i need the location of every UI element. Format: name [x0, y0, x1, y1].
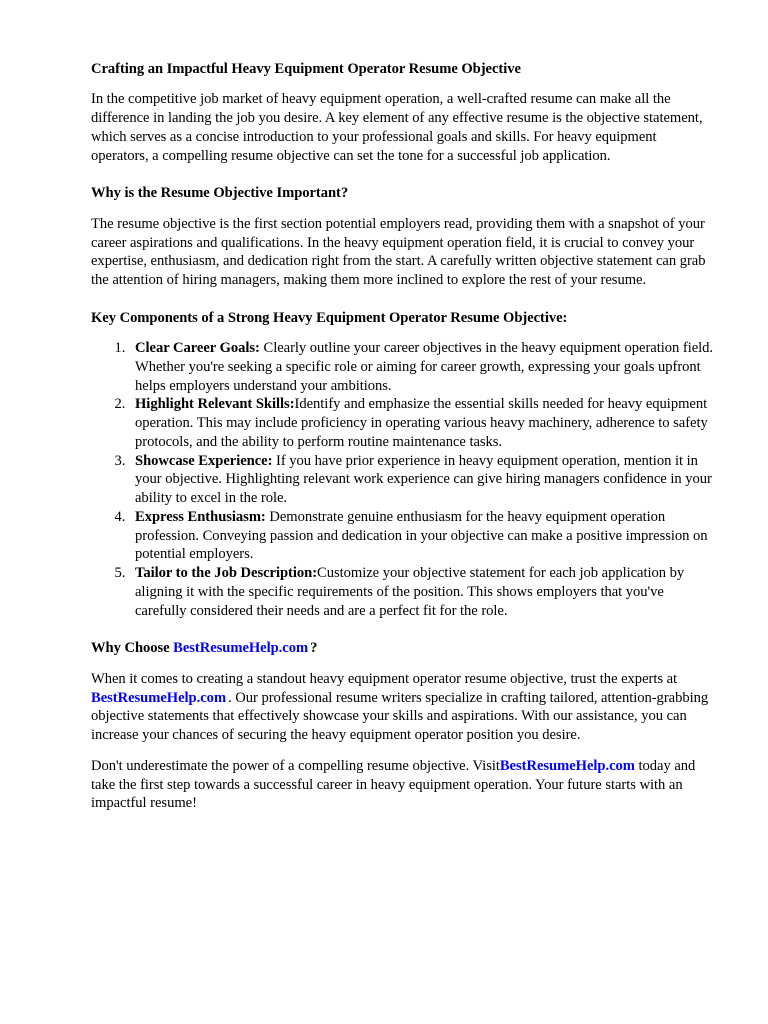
list-item-lead: Showcase Experience:: [135, 452, 273, 469]
list-item: [129, 395, 717, 451]
heading-why-choose: [91, 639, 717, 657]
heading-why-choose-prefix: Why Choose: [91, 640, 174, 657]
heading-why-choose-suffix: ?: [310, 640, 318, 657]
list-item-body: Customize your objective statement for each job application by aligning it with the specific requirements of the position. This shows employers that you've carefully considered their needs and are a perfect fit for the role.: [135, 565, 685, 619]
list-item-lead: Highlight Relevant Skills:: [135, 396, 295, 413]
paragraph-why-choose: [91, 670, 717, 745]
closing-paragraph: [91, 757, 717, 813]
document-content: [91, 60, 717, 813]
list-item: [129, 564, 717, 620]
brand-link-closing[interactable]: BestResumeHelp.com: [499, 757, 635, 774]
page-title: Crafting an Impactful Heavy Equipment Operator Resume Objective: [91, 61, 521, 77]
list-item: [129, 339, 717, 395]
brand-link-body[interactable]: BestResumeHelp.com: [91, 689, 227, 706]
heading-key-components: Key Components of a Strong Heavy Equipment Operator Resume Objective:: [91, 309, 568, 326]
list-item-body: Demonstrate genuine enthusiasm for the heavy equipment operation profession. Conveying passion and dedication in your objective can make a positive impression on potential employers.: [135, 508, 708, 563]
paragraph-why-choose-part2: . Our professional resume writers specialize in crafting tailored, attention-grabbing objective statements that effectively showcase your skills and aspirations. With our assistance, you can increase your chances of securing the heavy equipment operator position you desire.: [91, 689, 709, 743]
list-item-lead: Tailor to the Job Description:: [135, 565, 318, 582]
list-item: [129, 452, 717, 508]
closing-paragraph-part1: Don't underestimate the power of a compelling resume objective. Visit: [91, 757, 500, 774]
list-item-body: Identify and emphasize the essential skills needed for heavy equipment operation. This may include proficiency in operating various heavy machinery, adherence to safety protocols, and the ability to perform routine maintenance tasks.: [135, 396, 708, 450]
paragraph-why-choose-part1: When it comes to creating a standout heavy equipment operator resume objective, trust the experts at: [91, 670, 678, 687]
paragraph-why-important: The resume objective is the first section potential employers read, providing them with a snapshot of your career aspirations and qualifications. In the heavy equipment operation field, it is crucial to convey your expertise, enthusiasm, and dedication right from the start. A carefully written objective statement can grab the attention of hiring managers, making them more inclined to explore the rest of your resume.: [91, 215, 706, 288]
intro-paragraph: In the competitive job market of heavy equipment operation, a well-crafted resume can make all the difference in landing the job you desire. A key element of any effective resume is the objective statement, which serves as a concise introduction to your professional goals and skills. For heavy equipment operators, a compelling resume objective can set the tone for a successful job application.: [91, 91, 703, 164]
list-item-lead: Clear Career Goals:: [135, 340, 260, 357]
closing-paragraph-part2: today and take the first step towards a successful career in heavy equipment operation. Your future starts with an impactful resume!: [91, 757, 696, 812]
heading-why-important: Why is the Resume Objective Important?: [91, 185, 349, 202]
list-item-lead: Express Enthusiasm:: [135, 508, 266, 525]
list-item: [129, 508, 717, 564]
brand-link-heading[interactable]: BestResumeHelp.com: [173, 640, 309, 657]
list-item-body: If you have prior experience in heavy equipment operation, mention it in your objective. Highlighting relevant work experience can give hiring managers confidence in your ability to excel in the role.: [135, 452, 712, 507]
key-components-list: [91, 339, 717, 620]
list-item-body: Clearly outline your career objectives in the heavy equipment operation field. Whether you're seeking a specific role or aiming for career growth, expressing your goals upfront helps employers understand your ambitions.: [135, 340, 714, 394]
